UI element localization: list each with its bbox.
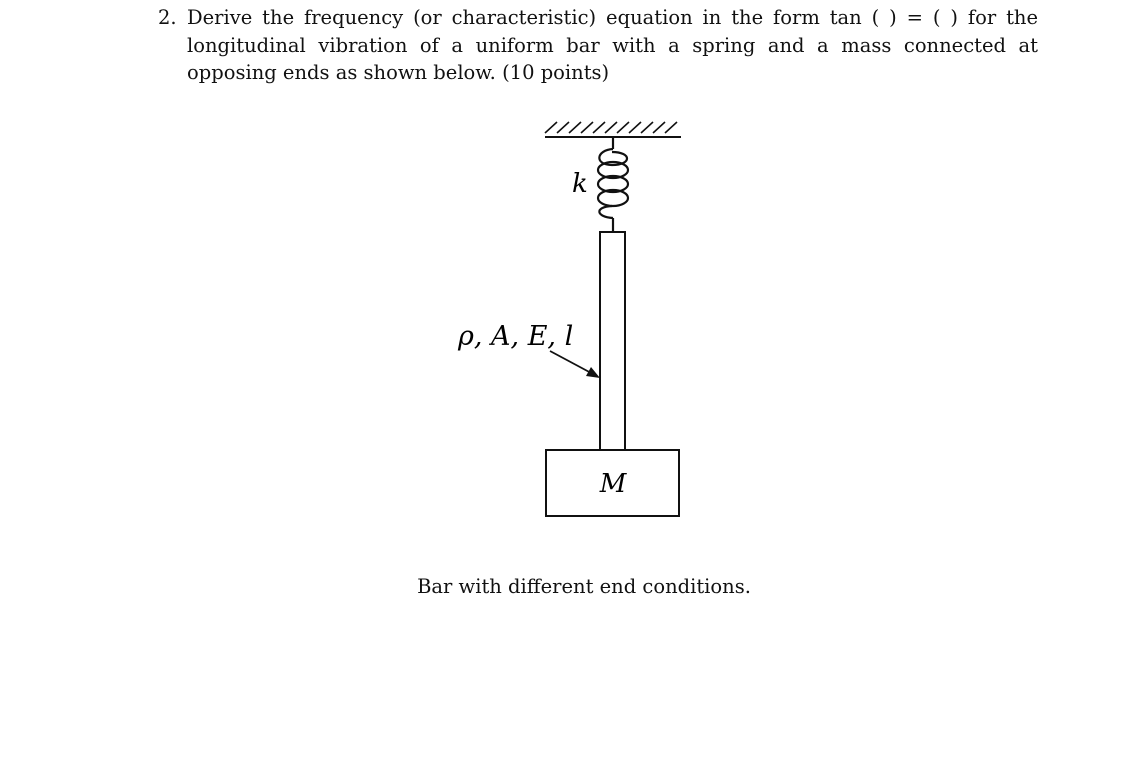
bar-properties-label: ρ, A, E, l	[458, 321, 574, 352]
spring	[598, 137, 628, 232]
spring-stiffness-label: k	[572, 169, 588, 199]
mass-label: M	[599, 469, 627, 499]
bar-pointer-arrow	[550, 351, 600, 378]
problem-number: 2.	[158, 6, 177, 29]
fixed-ceiling-support	[545, 122, 681, 137]
figure-caption: Bar with different end conditions.	[417, 575, 751, 598]
uniform-bar	[600, 232, 625, 450]
problem-text: Derive the frequency (or characteristic) equation in the form tan ( ) = ( ) for the longitudinal vibration of a uniform bar with a spring and a mass connected at opposing ends as shown below. (10 points)	[187, 6, 1038, 84]
